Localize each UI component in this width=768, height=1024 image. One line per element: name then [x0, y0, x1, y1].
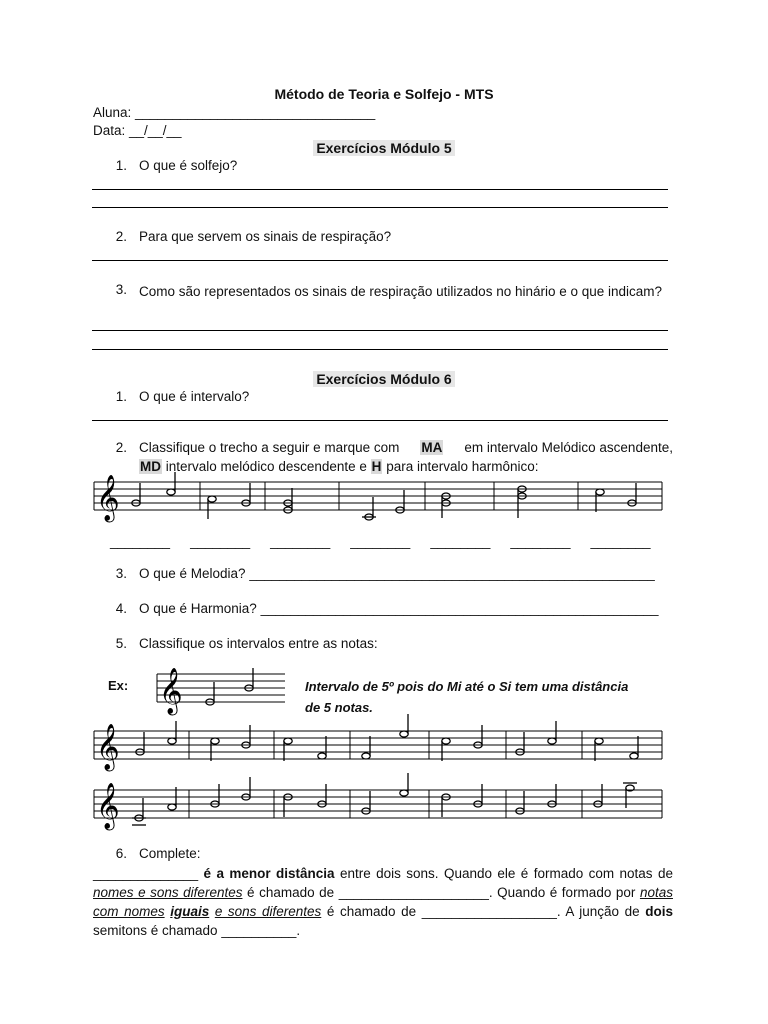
answer-blank[interactable]: ________ [590, 534, 651, 549]
answer-line[interactable] [92, 189, 668, 190]
answer-blank[interactable]: ________ [430, 534, 491, 549]
q2-text-d: para intervalo harmônico: [386, 459, 539, 474]
music-staff-exercise-2 [94, 783, 664, 829]
m6-q4-text[interactable]: O que é Harmonia? _____________________________________________________ [139, 601, 659, 616]
q2-text-a: Classifique o trecho a seguir e marque com [139, 440, 400, 455]
treble-clef-icon: 𝄞 [159, 668, 183, 714]
music-staff-intervals [94, 475, 664, 528]
example-label: Ex: [108, 678, 129, 693]
m6-q2-number: 2. [115, 440, 127, 455]
complete-paragraph[interactable]: ______________ é a menor distância entre dois sons. Quando ele é formado com notas de nomes e sons diferentes é chamado de ____________________. Quando é formado por notas com nomes iguais e sons diferentes é chamado de __________________. A junção de dois semitons é chamado __________. [93, 866, 673, 938]
example-staff [157, 668, 287, 718]
m5-q1-number: 1. [115, 158, 127, 173]
answer-line[interactable] [92, 349, 668, 350]
m6-q2-line2 [139, 459, 539, 474]
answer-blank[interactable]: ________ [350, 534, 411, 549]
example-note: Intervalo de 5º pois do Mi até o Si tem uma distância de 5 notas. [305, 679, 629, 715]
m6-q4-number: 4. [115, 601, 127, 616]
answer-blanks-row[interactable] [110, 534, 671, 549]
h-label: H [371, 459, 382, 474]
m5-q3-text: Como são representados os sinais de respiração utilizados no hinário e o que indicam? [139, 284, 663, 299]
m6-q1-text: O que é intervalo? [139, 389, 250, 404]
md-label: MD [140, 459, 161, 474]
m5-q1-text: O que é solfejo? [139, 158, 238, 173]
answer-line[interactable] [92, 207, 668, 208]
treble-clef-icon: 𝄞 [96, 475, 120, 521]
answer-line[interactable] [92, 420, 668, 421]
q2-text-c: intervalo melódico descendente e [165, 459, 367, 474]
m5-q2-number: 2. [115, 229, 127, 244]
ma-label: MA [421, 440, 443, 455]
m6-q3-text[interactable]: O que é Melodia? ______________________________________________________ [139, 566, 655, 581]
m6-q5-number: 5. [115, 636, 127, 651]
m6-q3-number: 3. [115, 566, 127, 581]
page-title: Método de Teoria e Solfejo - MTS [274, 86, 494, 102]
answer-line[interactable] [92, 330, 668, 331]
m5-q2-text: Para que servem os sinais de respiração? [139, 229, 392, 244]
m6-q1-number: 1. [115, 389, 127, 404]
aluna-field[interactable]: Aluna: ________________________________ [93, 105, 376, 120]
answer-blank[interactable]: ________ [190, 534, 251, 549]
answer-blank[interactable]: ________ [110, 534, 171, 549]
m5-q3-number: 3. [115, 282, 127, 297]
module6-heading: Exercícios Módulo 6 [0, 371, 768, 387]
m6-q6-text: Complete: [139, 846, 201, 861]
treble-clef-icon: 𝄞 [96, 783, 120, 829]
music-staff-exercise-1 [94, 724, 664, 770]
treble-clef-icon: 𝄞 [96, 724, 120, 770]
m6-q6-number: 6. [115, 846, 127, 861]
m6-q2-line1 [139, 440, 673, 455]
answer-blank[interactable]: ________ [270, 534, 331, 549]
data-field[interactable]: Data: __/__/__ [93, 123, 182, 138]
m6-q5-text: Classifique os intervalos entre as notas: [139, 636, 378, 651]
q2-text-b: em intervalo Melódico ascendente, [464, 440, 673, 455]
answer-blank[interactable]: ________ [510, 534, 571, 549]
module5-heading: Exercícios Módulo 5 [0, 140, 768, 156]
answer-line[interactable] [92, 260, 668, 261]
